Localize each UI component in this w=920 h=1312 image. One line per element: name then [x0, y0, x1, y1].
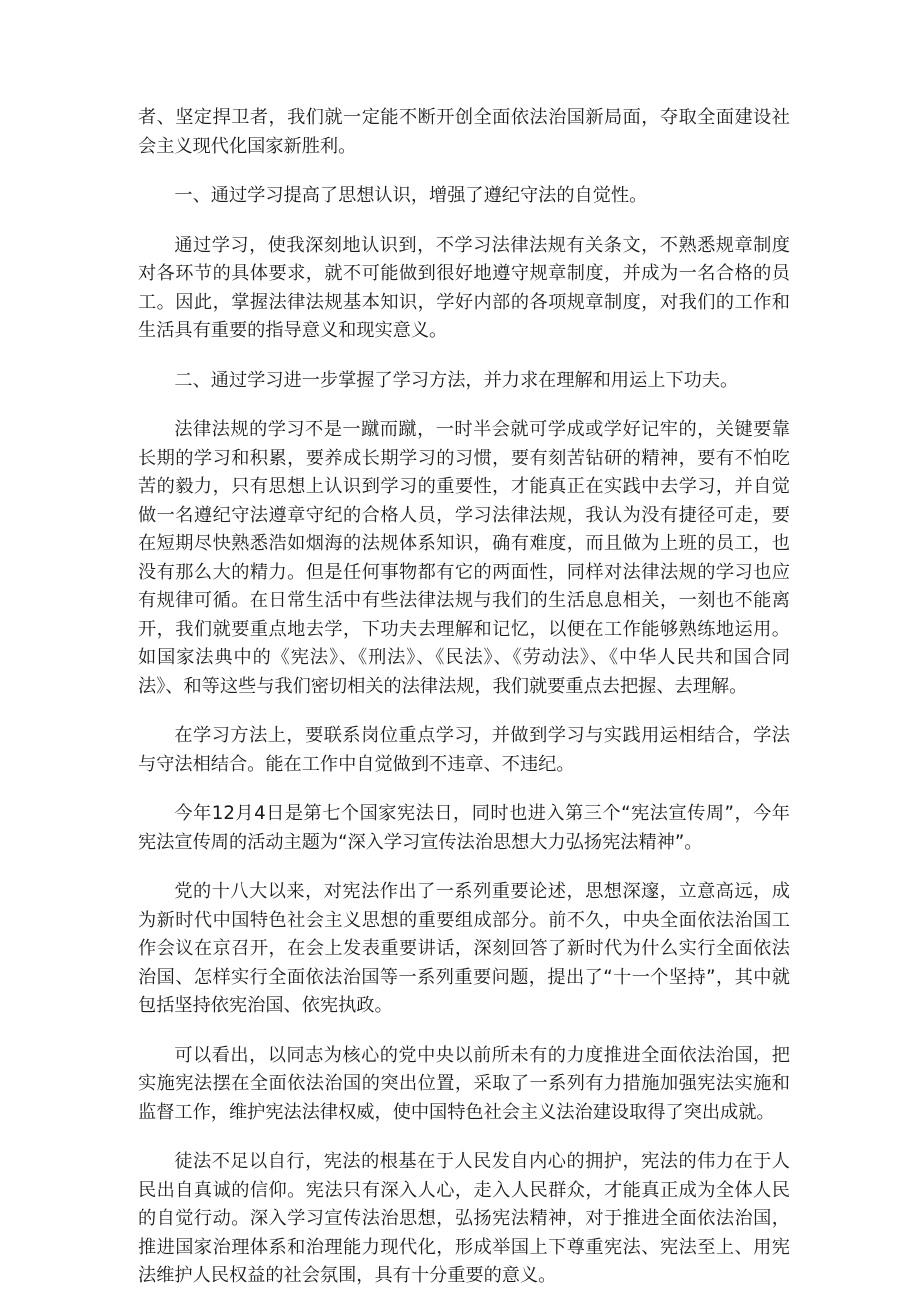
section-heading-one: 一、通过学习提高了思想认识，增强了遵纪守法的自觉性。: [174, 185, 648, 206]
paragraph: 党的十八大以来，对宪法作出了一系列重要论述，思想深邃，立意高远，成为新时代中国特色社会主义思想的重要组成部分。前不久，中央全面依法治国工作会议在京召开，在会上发表重要讲话，深刻回答了新时代为什么实行全面依法治国、怎样实行全面依法治国等一系列重要问题，提出了“十一个坚持”，其中就包括坚持依宪治国、依宪执政。: [138, 881, 790, 1016]
paragraph: 今年12月4日是第七个国家宪法日，同时也进入第三个“宪法宣传周”，今年宪法宣传周的活动主题为“深入学习宣传法治思想大力弘扬宪法精神”。: [138, 803, 790, 853]
paragraph: 通过学习，使我深刻地认识到，不学习法律法规有关条文，不熟悉规章制度对各环节的具体要求，就不可能做到很好地遵守规章制度，并成为一名合格的员工。因此，掌握法律法规基本知识，学好内部的各项规章制度，对我们的工作和生活具有重要的指导意义和现实意义。: [138, 234, 790, 341]
document-body: [138, 104, 790, 1312]
paragraph-continuation: 者、坚定捍卫者，我们就一定能不断开创全面依法治国新局面，夺取全面建设社会主义现代化国家新胜利。: [138, 107, 790, 157]
paragraph: 徒法不足以自行，宪法的根基在于人民发自内心的拥护，宪法的伟力在于人民出自真诚的信仰。宪法只有深入人心，走入人民群众，才能真正成为全体人民的自觉行动。深入学习宣传法治思想，弘扬宪法精神，对于推进全面依法治国，推进国家治理体系和治理能力现代化，形成举国上下尊重宪法、宪法至上、用宪法维护人民权益的社会氛围，具有十分重要的意义。: [138, 1151, 790, 1286]
section-heading-two: 二、通过学习进一步掌握了学习方法，并力求在理解和用运上下功夫。: [174, 369, 739, 391]
paragraph: 在学习方法上，要联系岗位重点学习，并做到学习与实践用运相结合，学法与守法相结合。能在工作中自觉做到不违章、不违纪。: [138, 725, 790, 775]
paragraph: 可以看出，以同志为核心的党中央以前所未有的力度推进全面依法治国，把实施宪法摆在全面依法治国的突出位置，采取了一系列有力措施加强宪法实施和监督工作，维护宪法法律权威，使中国特色社会主义法治建设取得了突出成就。: [138, 1044, 790, 1123]
paragraph: 法律法规的学习不是一蹴而蹴，一时半会就可学成或学好记牢的，关键要靠长期的学习和积累，要养成长期学习的习惯，要有刻苦钻研的精神，要有不怕吃苦的毅力，只有思想上认识到学习的重要性，才能真正在实践中去学习，并自觉做一名遵纪守法遵章守纪的合格人员，学习法律法规，我认为没有捷径可走，要在短期尽快熟悉浩如烟海的法规体系知识，确有难度，而且做为上班的员工，也没有那么大的精力。但是任何事物都有它的两面性，同样对法律法规的学习也应有规律可循。在日常生活中有些法律法规与我们的生活息息相关，一刻也不能离开，我们就要重点地去学，下功夫去理解和记忆，以便在工作能够熟练地运用。如国家法典中的《宪法》、《刑法》、《民法》、《劳动法》、《中华人民共和国合同法》、和等这些与我们密切相关的法律法规，我们就要重点去把握、去理解。: [138, 419, 790, 697]
